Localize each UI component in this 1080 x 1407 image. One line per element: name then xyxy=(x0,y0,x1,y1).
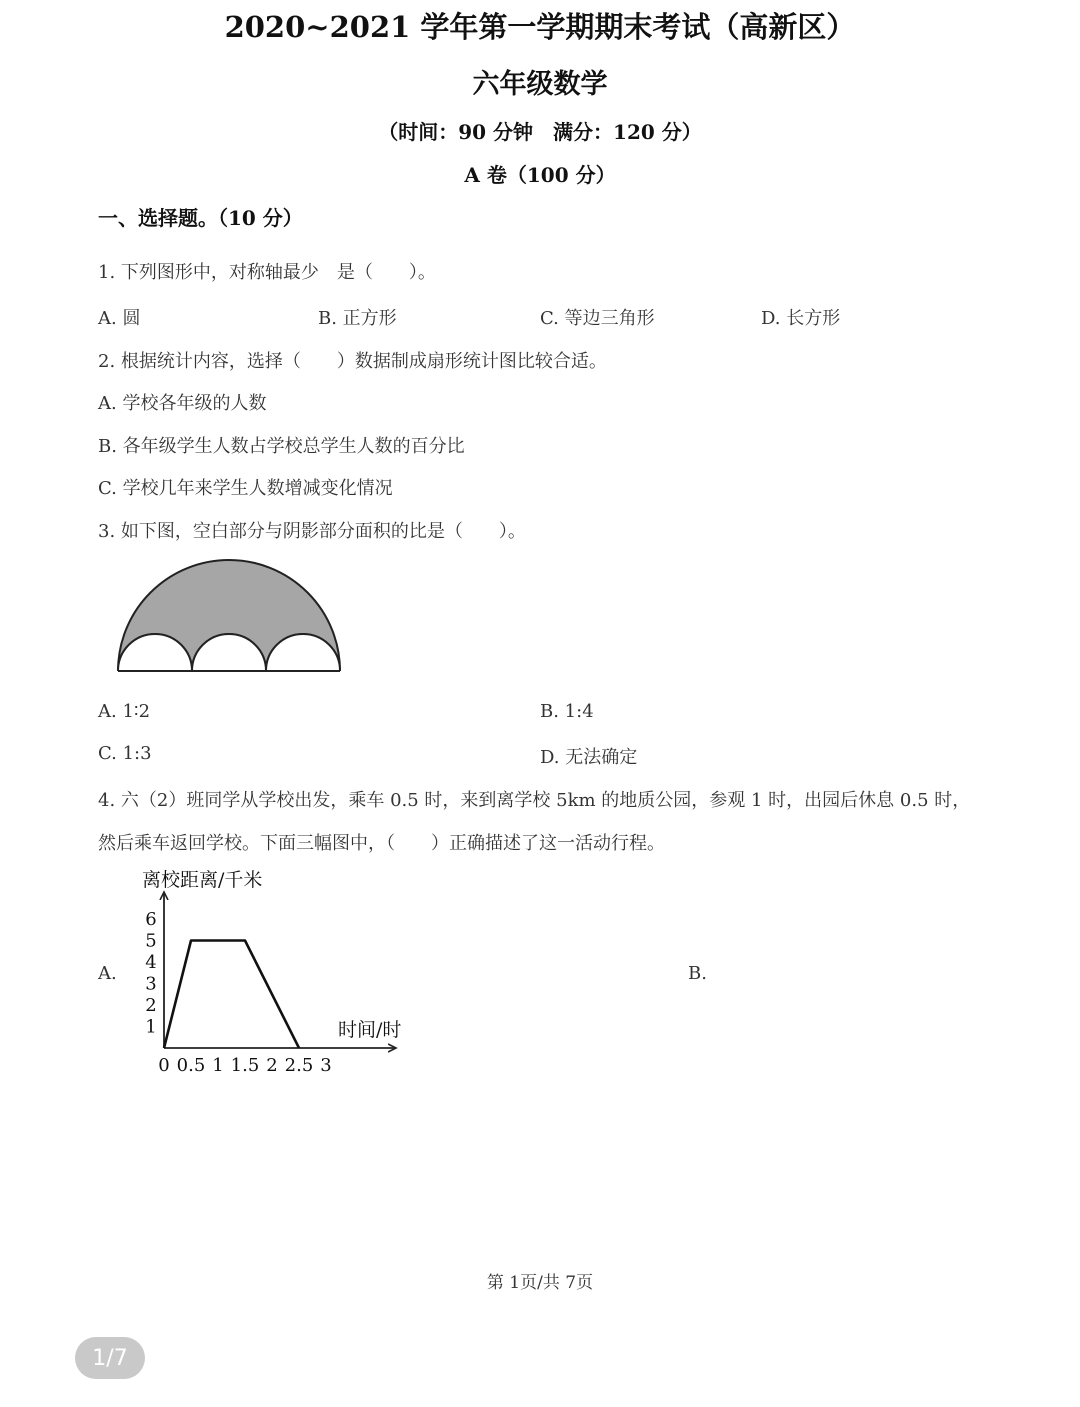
question-2-text: 2. 根据统计内容，选择（ ）数据制成扇形统计图比较合适。 xyxy=(98,351,607,372)
x-tick-label: 1.5 xyxy=(230,1055,260,1076)
q4-option-b-label: B. xyxy=(688,963,707,984)
q2-option-a: A. 学校各年级的人数 xyxy=(98,393,267,414)
x-tick-label: 3 xyxy=(320,1055,332,1076)
q1-option-d: D. 长方形 xyxy=(761,308,841,329)
q1-option-b: B. 正方形 xyxy=(318,308,397,329)
q3-option-a: A. 1∶2 xyxy=(98,701,151,722)
q1-option-c: C. 等边三角形 xyxy=(540,308,655,329)
y-tick-label: 5 xyxy=(145,930,157,952)
q3-option-c: C. 1:3 xyxy=(98,743,152,764)
q3-option-d: D. 无法确定 xyxy=(540,747,638,768)
y-axis-label: 离校距离/千米 xyxy=(142,869,263,891)
x-tick-label: 2 xyxy=(266,1055,278,1076)
semicircle-figure xyxy=(112,556,348,678)
distance-time-chart xyxy=(130,864,420,1084)
exam-subject: 六年级数学 xyxy=(472,69,608,100)
y-tick-label: 1 xyxy=(145,1016,157,1038)
q4-option-a-label: A. xyxy=(98,963,117,984)
series-line xyxy=(164,941,299,1049)
x-tick-label: 0.5 xyxy=(176,1055,206,1076)
y-tick-label: 6 xyxy=(145,909,157,930)
x-axis-label: 时间/时 xyxy=(338,1019,402,1041)
y-tick-label: 2 xyxy=(145,995,157,1016)
section-heading: 一、选择题。（10 分） xyxy=(98,206,303,230)
exam-title: 2020~2021 学年第一学期期末考试（高新区） xyxy=(224,10,856,44)
y-tick-label: 4 xyxy=(145,952,157,973)
x-tick-label: 2.5 xyxy=(284,1055,314,1076)
exam-volume: A 卷（100 分） xyxy=(464,163,616,187)
q2-option-c: C. 学校几年来学生人数增减变化情况 xyxy=(98,478,393,499)
exam-meta: （时间：90 分钟 满分：120 分） xyxy=(378,120,702,144)
x-tick-label: 0 xyxy=(158,1055,170,1076)
question-4-line-2: 然后乘车返回学校。下面三幅图中，（ ）正确描述了这一活动行程。 xyxy=(98,833,665,854)
question-3-text: 3. 如下图，空白部分与阴影部分面积的比是（ ）。 xyxy=(98,521,526,542)
q3-option-b: B. 1:4 xyxy=(540,701,594,722)
page-indicator[interactable]: 1/7 xyxy=(75,1337,145,1379)
question-1-text: 1. 下列图形中，对称轴最少 是（ ）。 xyxy=(98,262,436,283)
page-number: 第 1页/共 7页 xyxy=(486,1273,594,1293)
q2-option-b: B. 各年级学生人数占学校总学生人数的百分比 xyxy=(98,436,465,457)
question-4-line-1: 4. 六（2）班同学从学校出发，乘车 0.5 时，来到离学校 5km 的地质公园，参观 1 时，出园后休息 0.5 时， xyxy=(98,790,971,811)
y-tick-label: 3 xyxy=(145,973,157,995)
q1-option-a: A. 圆 xyxy=(98,308,141,329)
x-tick-label: 1 xyxy=(212,1055,224,1076)
